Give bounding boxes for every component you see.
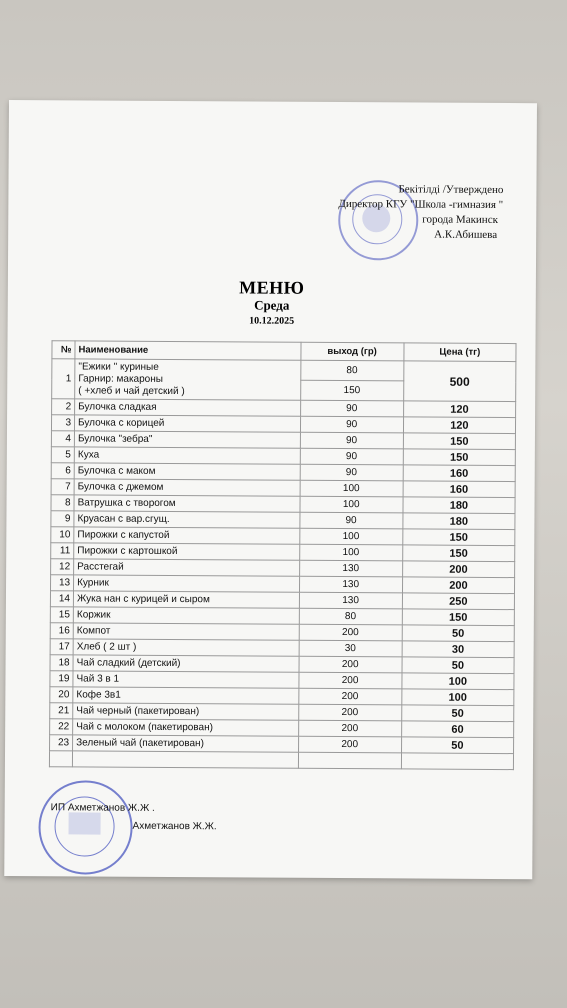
row-price: 180	[403, 497, 515, 514]
row-no: 9	[51, 511, 74, 527]
row-no: 7	[51, 479, 74, 495]
row-price: 120	[403, 417, 515, 434]
row-name: Чай с молоком (пакетирован)	[73, 719, 299, 736]
row-no: 3	[51, 415, 74, 431]
signature-line-1: ИП Ахметжанов Ж.Ж .	[50, 802, 155, 814]
row-name: Булочка сладкая	[75, 399, 301, 416]
row-name: Компот	[73, 623, 299, 640]
row-name: Чай сладкий (детский)	[73, 655, 299, 672]
company-stamp	[38, 780, 133, 875]
row-no: 15	[50, 607, 73, 623]
row-output: 100	[299, 528, 402, 545]
row-output: 200	[299, 624, 402, 641]
row-name: Булочка с джемом	[74, 479, 300, 496]
row-name-line-1: "Ежики " куриные	[78, 360, 159, 373]
row-no: 14	[50, 591, 73, 607]
row-no: 22	[50, 719, 73, 735]
row-price: 160	[403, 465, 515, 482]
row-price: 150	[402, 609, 514, 626]
row-no: 11	[51, 543, 74, 559]
approval-line-4: А.К.Абишева	[434, 228, 498, 241]
row-name: Куха	[74, 447, 300, 464]
row-name: Зеленый чай (пакетирован)	[73, 735, 299, 752]
row-output: 150	[300, 380, 403, 401]
row-price: 100	[402, 673, 514, 690]
row-price: 150	[403, 433, 515, 450]
row-name: Булочка с маком	[74, 463, 300, 480]
row-no: 20	[50, 687, 73, 703]
row-output: 130	[299, 576, 402, 593]
menu-table	[49, 340, 517, 770]
row-output: 90	[300, 464, 403, 481]
row-name: Расстегай	[74, 559, 300, 576]
date-label: 10.12.2025	[249, 315, 295, 327]
row-name-line-3: ( +хлеб и чай детский )	[78, 384, 185, 397]
header-output: выход (гр)	[300, 342, 403, 361]
row-price: 50	[401, 737, 513, 754]
row-price: 150	[402, 545, 514, 562]
row-price: 50	[402, 657, 514, 674]
row-price: 30	[402, 641, 514, 658]
row-name: Чай черный (пакетирован)	[73, 703, 299, 720]
row-output: 130	[299, 560, 402, 577]
row-output: 200	[298, 736, 401, 753]
header-price: Цена (тг)	[404, 343, 516, 362]
row-no: 12	[51, 559, 74, 575]
table-row	[52, 359, 516, 382]
row-output: 90	[299, 512, 402, 529]
row-no: 18	[50, 655, 73, 671]
row-no: 19	[50, 671, 73, 687]
row-output: 200	[298, 704, 401, 721]
row-output: 100	[299, 544, 402, 561]
approval-line-1: Бекітілді /Утверждено	[398, 183, 504, 197]
header-name: Наименование	[75, 341, 301, 360]
row-no: 17	[50, 639, 73, 655]
row-price: 50	[401, 705, 513, 722]
row-output: 80	[299, 608, 402, 625]
row-output: 200	[298, 672, 401, 689]
row-price: 160	[403, 481, 515, 498]
row-price: 200	[402, 577, 514, 594]
row-output: 200	[298, 688, 401, 705]
row-name: Чай 3 в 1	[73, 671, 299, 688]
row-price: 250	[402, 593, 514, 610]
row-output: 90	[300, 416, 403, 433]
page-title: МЕНЮ	[239, 277, 305, 298]
row-no: 16	[50, 623, 73, 639]
row-output: 80	[300, 360, 403, 381]
row-no: 2	[52, 399, 75, 415]
menu-sheet	[4, 100, 537, 879]
row-name: Ватрушка с творогом	[74, 495, 300, 512]
row-no: 4	[51, 431, 74, 447]
row-price: 150	[403, 449, 515, 466]
empty-row	[49, 751, 513, 770]
row-price: 200	[402, 561, 514, 578]
row-output: 130	[299, 592, 402, 609]
row-name: Хлеб ( 2 шт )	[73, 639, 299, 656]
row-name: Пирожки с капустой	[74, 527, 300, 544]
row-name: Кофе 3в1	[73, 687, 299, 704]
row-price: 150	[403, 529, 515, 546]
row-output: 100	[300, 480, 403, 497]
row-no: 1	[52, 359, 75, 399]
row-name: Пирожки с картошкой	[74, 543, 300, 560]
row-name	[75, 359, 301, 400]
row-name: Курник	[74, 575, 300, 592]
header-no: №	[52, 341, 75, 359]
row-no: 21	[50, 703, 73, 719]
row-output: 30	[299, 640, 402, 657]
row-name: Булочка с корицей	[75, 415, 301, 432]
row-name: Коржик	[73, 607, 299, 624]
row-output: 200	[298, 720, 401, 737]
row-name: Жука нан с курицей и сыром	[73, 591, 299, 608]
row-price: 60	[401, 721, 513, 738]
row-no: 10	[51, 527, 74, 543]
row-name: Круасан с вар.сгущ.	[74, 511, 300, 528]
approval-line-3: города Макинск	[422, 213, 498, 226]
row-no: 13	[51, 575, 74, 591]
row-name-line-2: Гарнир: макароны	[78, 372, 164, 385]
row-output: 90	[300, 400, 403, 417]
approval-line-2: Директор КГУ "Школа -гимназия "	[338, 198, 504, 212]
row-price: 50	[402, 625, 514, 642]
signature-line-2: Ахметжанов Ж.Ж.	[132, 820, 217, 833]
row-output: 200	[299, 656, 402, 673]
row-price: 120	[403, 401, 515, 418]
row-output: 100	[300, 496, 403, 513]
row-no: 6	[51, 463, 74, 479]
row-price: 100	[402, 689, 514, 706]
row-price: 180	[403, 513, 515, 530]
row-no: 23	[50, 735, 73, 751]
row-price: 500	[403, 361, 515, 402]
approval-block	[338, 182, 528, 243]
day-label: Среда	[254, 297, 290, 313]
row-no: 8	[51, 495, 74, 511]
row-output: 90	[300, 432, 403, 449]
row-output: 90	[300, 448, 403, 465]
row-no: 5	[51, 447, 74, 463]
row-name: Булочка "зебра"	[74, 431, 300, 448]
